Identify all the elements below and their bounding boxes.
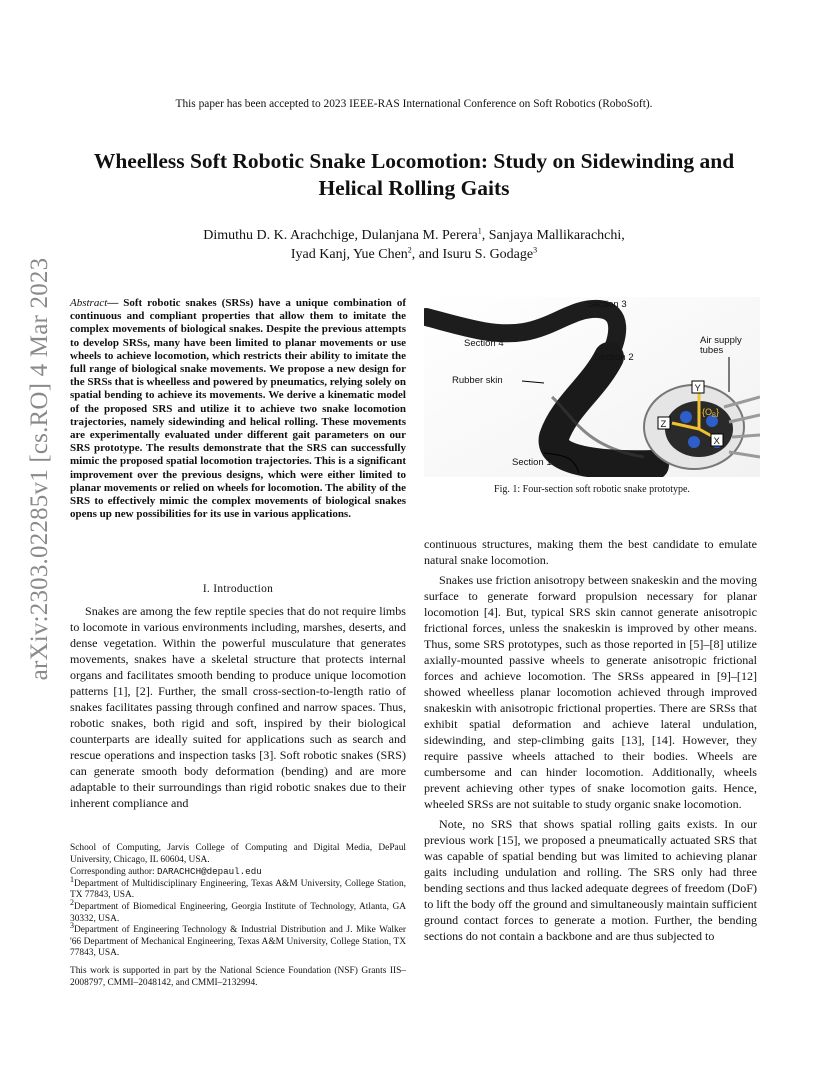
actuator-port	[688, 436, 700, 448]
affiliation-mark: 2	[407, 245, 412, 255]
author-list	[120, 226, 708, 264]
footnote-corresponding	[70, 866, 406, 879]
right-paragraph-friction: Snakes use friction anisotropy between snakeskin and the moving surface to generate forward propulsion necessary for planar locomotion [4]. But, typical SRS skin cannot generate anisotropic frictional forces, unless the snakeskin is improved by other means. Thus, some SRS prototypes, such as those reported in [5]–[8] utilize axially-mounted passive wheels to generate anisotropic frictional forces and achieve locomotion. The SRSs appeared in [9]–[12] showed wheelless planar locomotion achieved through improved snakeskin with anisotropic frictional properties. There are SRSs that exhibit spatial deformation and achieve lateral undulation, sidewinding, and step-climbing gaits [13], [14]. However, they require passive wheels attached to their bodies. Wheels are cumbersome and can hinder locomotion. Additionally, wheels prevent achieving other types of snake locomotion gaits. Hence, wheeled SRSs are not suitable to study organic snake locomotion.	[424, 573, 757, 811]
abstract-text: — Soft robotic snakes (SRSs) have a unique combination of continuous and compliant properties that allow them to imitate the complex movements of biological snakes. Despite the previous attempts to develop SRSs, many have been limited to planar movements or use wheels to achieve locomotion, which restricts their ability to imitate the full range of biological snake movements. We propose a new design for the SRSs that is wheelless and powered by pneumatics, relying solely on spatial bending to achieve its movements. We derive a kinematic model of the proposed SRS and utilize it to achieve two snake locomotion trajectories, namely sidewinding and helical rolling. These movements are experimentally evaluated under different gait parameters on our SRS prototype. The results demonstrate that the SRS can successfully mimic the proposed spatial locomotion trajectories. This is a significant improvement over the previous designs, which were either limited to planar movements or relied on wheels for locomotion. The ability of the SRS to effectively mimic the complex movements of biological snakes opens up new possibilities for its use in various applications.	[70, 297, 406, 521]
abstract	[70, 297, 406, 521]
footnote-affiliation: School of Computing, Jarvis College of Computing and Digital Media, DePaul University, Chicago, IL 60604, USA.	[70, 843, 406, 865]
footnotes	[70, 843, 406, 989]
footnote-2	[70, 897, 406, 925]
frame-label: $\{O_B\}$	[702, 407, 720, 419]
section-heading-introduction: I. Introduction	[202, 583, 274, 595]
z-axis-label: Z	[660, 419, 667, 430]
right-paragraph-continuation: continuous structures, making them the best candidate to emulate natural snake locomotion.	[424, 537, 757, 567]
paper-title	[70, 148, 758, 202]
title-line-2: Helical Rolling Gaits	[318, 176, 510, 200]
section-2-label: Section 2	[594, 352, 634, 363]
footnote-text: Department of Engineering Technology & Industrial Distribution and J. Mike Walker '66 Department of Mechanical Engineering, Texas A&M University, College Station, TX 77843, USA.	[70, 925, 406, 959]
section-1-label: Section 1	[512, 457, 552, 468]
footnote-text: Department of Biomedical Engineering, Georgia Institute of Technology, Atlanta, GA 30332, USA.	[70, 901, 406, 924]
footnote-mark: 3	[70, 921, 74, 931]
footnote-mark: 2	[70, 897, 74, 907]
affiliation-mark: 3	[533, 245, 538, 255]
air-supply-label-2: tubes	[700, 345, 724, 356]
right-column-body	[424, 536, 757, 944]
actuator-port	[680, 411, 692, 423]
affiliation-mark: 1	[477, 226, 482, 236]
footnote-1	[70, 874, 406, 902]
footnote-3	[70, 921, 406, 960]
abstract-label: Abstract	[70, 297, 108, 309]
section-4-label: Section 4	[464, 338, 504, 349]
author-names: , Sanjaya Mallikarachchi,	[481, 228, 625, 243]
arxiv-identifier: arXiv:2303.02285v1 [cs.RO] 4 Mar 2023	[26, 257, 53, 681]
footnote-mark: 1	[70, 874, 74, 884]
authors-line-2	[120, 245, 708, 264]
author-names: Iyad Kanj, Yue Chen	[290, 247, 408, 262]
intro-paragraph: Snakes are among the few reptile species that do not require limbs to locomote in various environments including, marshes, deserts, and dense vegetation. Within the powerful musculature that generates movements, snakes have a skeletal structure that protects internal organs and facilitates smooth bending to produce unique locomotion patterns [1], [2]. Further, the small cross-section-to-length ratio of snakes facilitates passing through confined and narrow spaces. Thus, robotic snakes, both rigid and soft, inspired by their biological counterparts are ideally suited for applications such as search and rescue operations and inspection tasks [3]. Soft robotic snakes (SRS) can generate smooth body deformation (bending) and are more adaptable to their surroundings than rigid robotic snakes due to their inherent compliance and	[70, 604, 406, 810]
y-axis-label: Y	[694, 383, 701, 394]
footnote-funding: This work is supported in part by the National Science Foundation (NSF) Grants IIS–2008797, CMMI–2048142, and CMMI–2132994.	[70, 965, 406, 988]
authors-line-1	[120, 226, 708, 245]
figure-caption: Fig. 1: Four-section soft robotic snake prototype.	[494, 484, 690, 495]
right-paragraph-previous-work: Note, no SRS that shows spatial rolling gaits exists. In our previous work [15], we proposed a pneumatically actuated SRS that was capable of spatial bending but was limited to achieving planar gaits including undulation and rolling. The SRS only had three bending sections and thus lacked adequate degrees of freedom (DoF) to lift the body off the ground and simultaneously maintain sufficient ground contact forces to generate a motion. Further, the bending sections do not contain a backbone and are thus subjected to	[424, 817, 757, 943]
air-supply-label-1: Air supply	[700, 335, 742, 346]
conference-banner: This paper has been accepted to 2023 IEEE-RAS International Conference on Soft Robotics (RoboSoft).	[175, 98, 653, 110]
footnote-text: Department of Multidisciplinary Engineering, Texas A&M University, College Station, TX 77843, USA.	[70, 878, 406, 901]
corresponding-label: Corresponding author:	[70, 867, 157, 878]
section-3-label: Section 3	[587, 299, 627, 310]
author-names: , and Isuru S. Godage	[411, 247, 534, 262]
author-names: Dimuthu D. K. Arachchige, Dulanjana M. Perera	[203, 228, 478, 243]
rubber-skin-label: Rubber skin	[452, 375, 503, 386]
snake-prototype-figure	[424, 297, 760, 477]
x-axis-label: X	[713, 436, 720, 447]
left-column-body	[70, 603, 406, 811]
title-line-1: Wheelless Soft Robotic Snake Locomotion: Study on Sidewinding and	[93, 149, 735, 173]
corresponding-email: DARACHCH@depaul.edu	[156, 866, 262, 878]
